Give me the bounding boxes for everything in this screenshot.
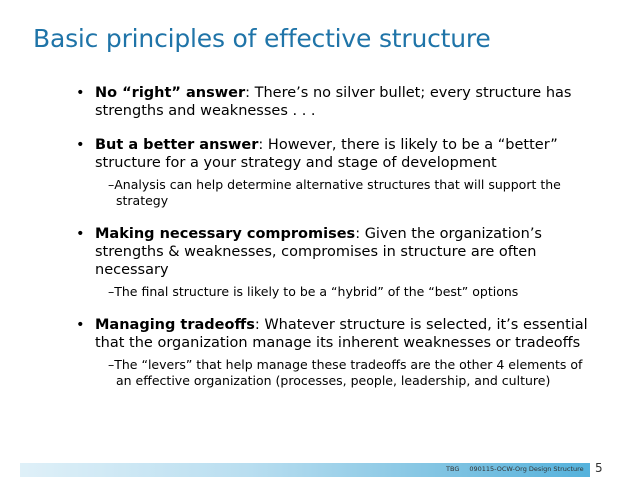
bullet-text: : There’s no silver bullet; every structure has strengths and weaknesses . . . xyxy=(95,85,572,119)
bullet-item xyxy=(76,316,596,389)
bullet-heading: Making necessary compromises xyxy=(95,226,356,242)
sub-bullet: –Analysis can help determine alternative structures that will support the strategy xyxy=(108,177,561,208)
bullet-heading: No “right” answer xyxy=(95,85,246,101)
slide-title: Basic principles of effective structure xyxy=(33,24,491,53)
footer-org: TBG xyxy=(446,465,460,473)
bullet-heading: Managing tradeoffs xyxy=(95,317,255,333)
footer-doc: 090115-OCW-Org Design Structure xyxy=(469,465,584,473)
bullet-item xyxy=(76,84,596,120)
bullet-text: : Given the organization’s strengths & weaknesses, compromises in structure are often necessary xyxy=(95,226,542,278)
bullet-list xyxy=(76,84,596,405)
bullet-text: : Whatever structure is selected, it’s essential that the organization manage its inherent weaknesses or tradeoffs xyxy=(95,317,588,351)
bullet-marker: • xyxy=(76,85,85,101)
page-number: 5 xyxy=(595,461,603,475)
sub-bullet: –The “levers” that help manage these tradeoffs are the other 4 elements of an effective organization (processes, people, leadership, and culture) xyxy=(108,357,583,388)
sub-bullet: –The final structure is likely to be a “hybrid” of the “best” options xyxy=(108,284,519,299)
bullet-text: : However, there is likely to be a “better” structure for a your strategy and stage of development xyxy=(95,137,558,171)
bullet-item xyxy=(76,225,596,300)
bullet-heading: But a better answer xyxy=(95,137,259,153)
footer-text xyxy=(446,465,584,473)
bullet-item xyxy=(76,136,596,209)
bullet-marker: • xyxy=(76,317,85,333)
bullet-marker: • xyxy=(76,226,85,242)
bullet-marker: • xyxy=(76,137,85,153)
